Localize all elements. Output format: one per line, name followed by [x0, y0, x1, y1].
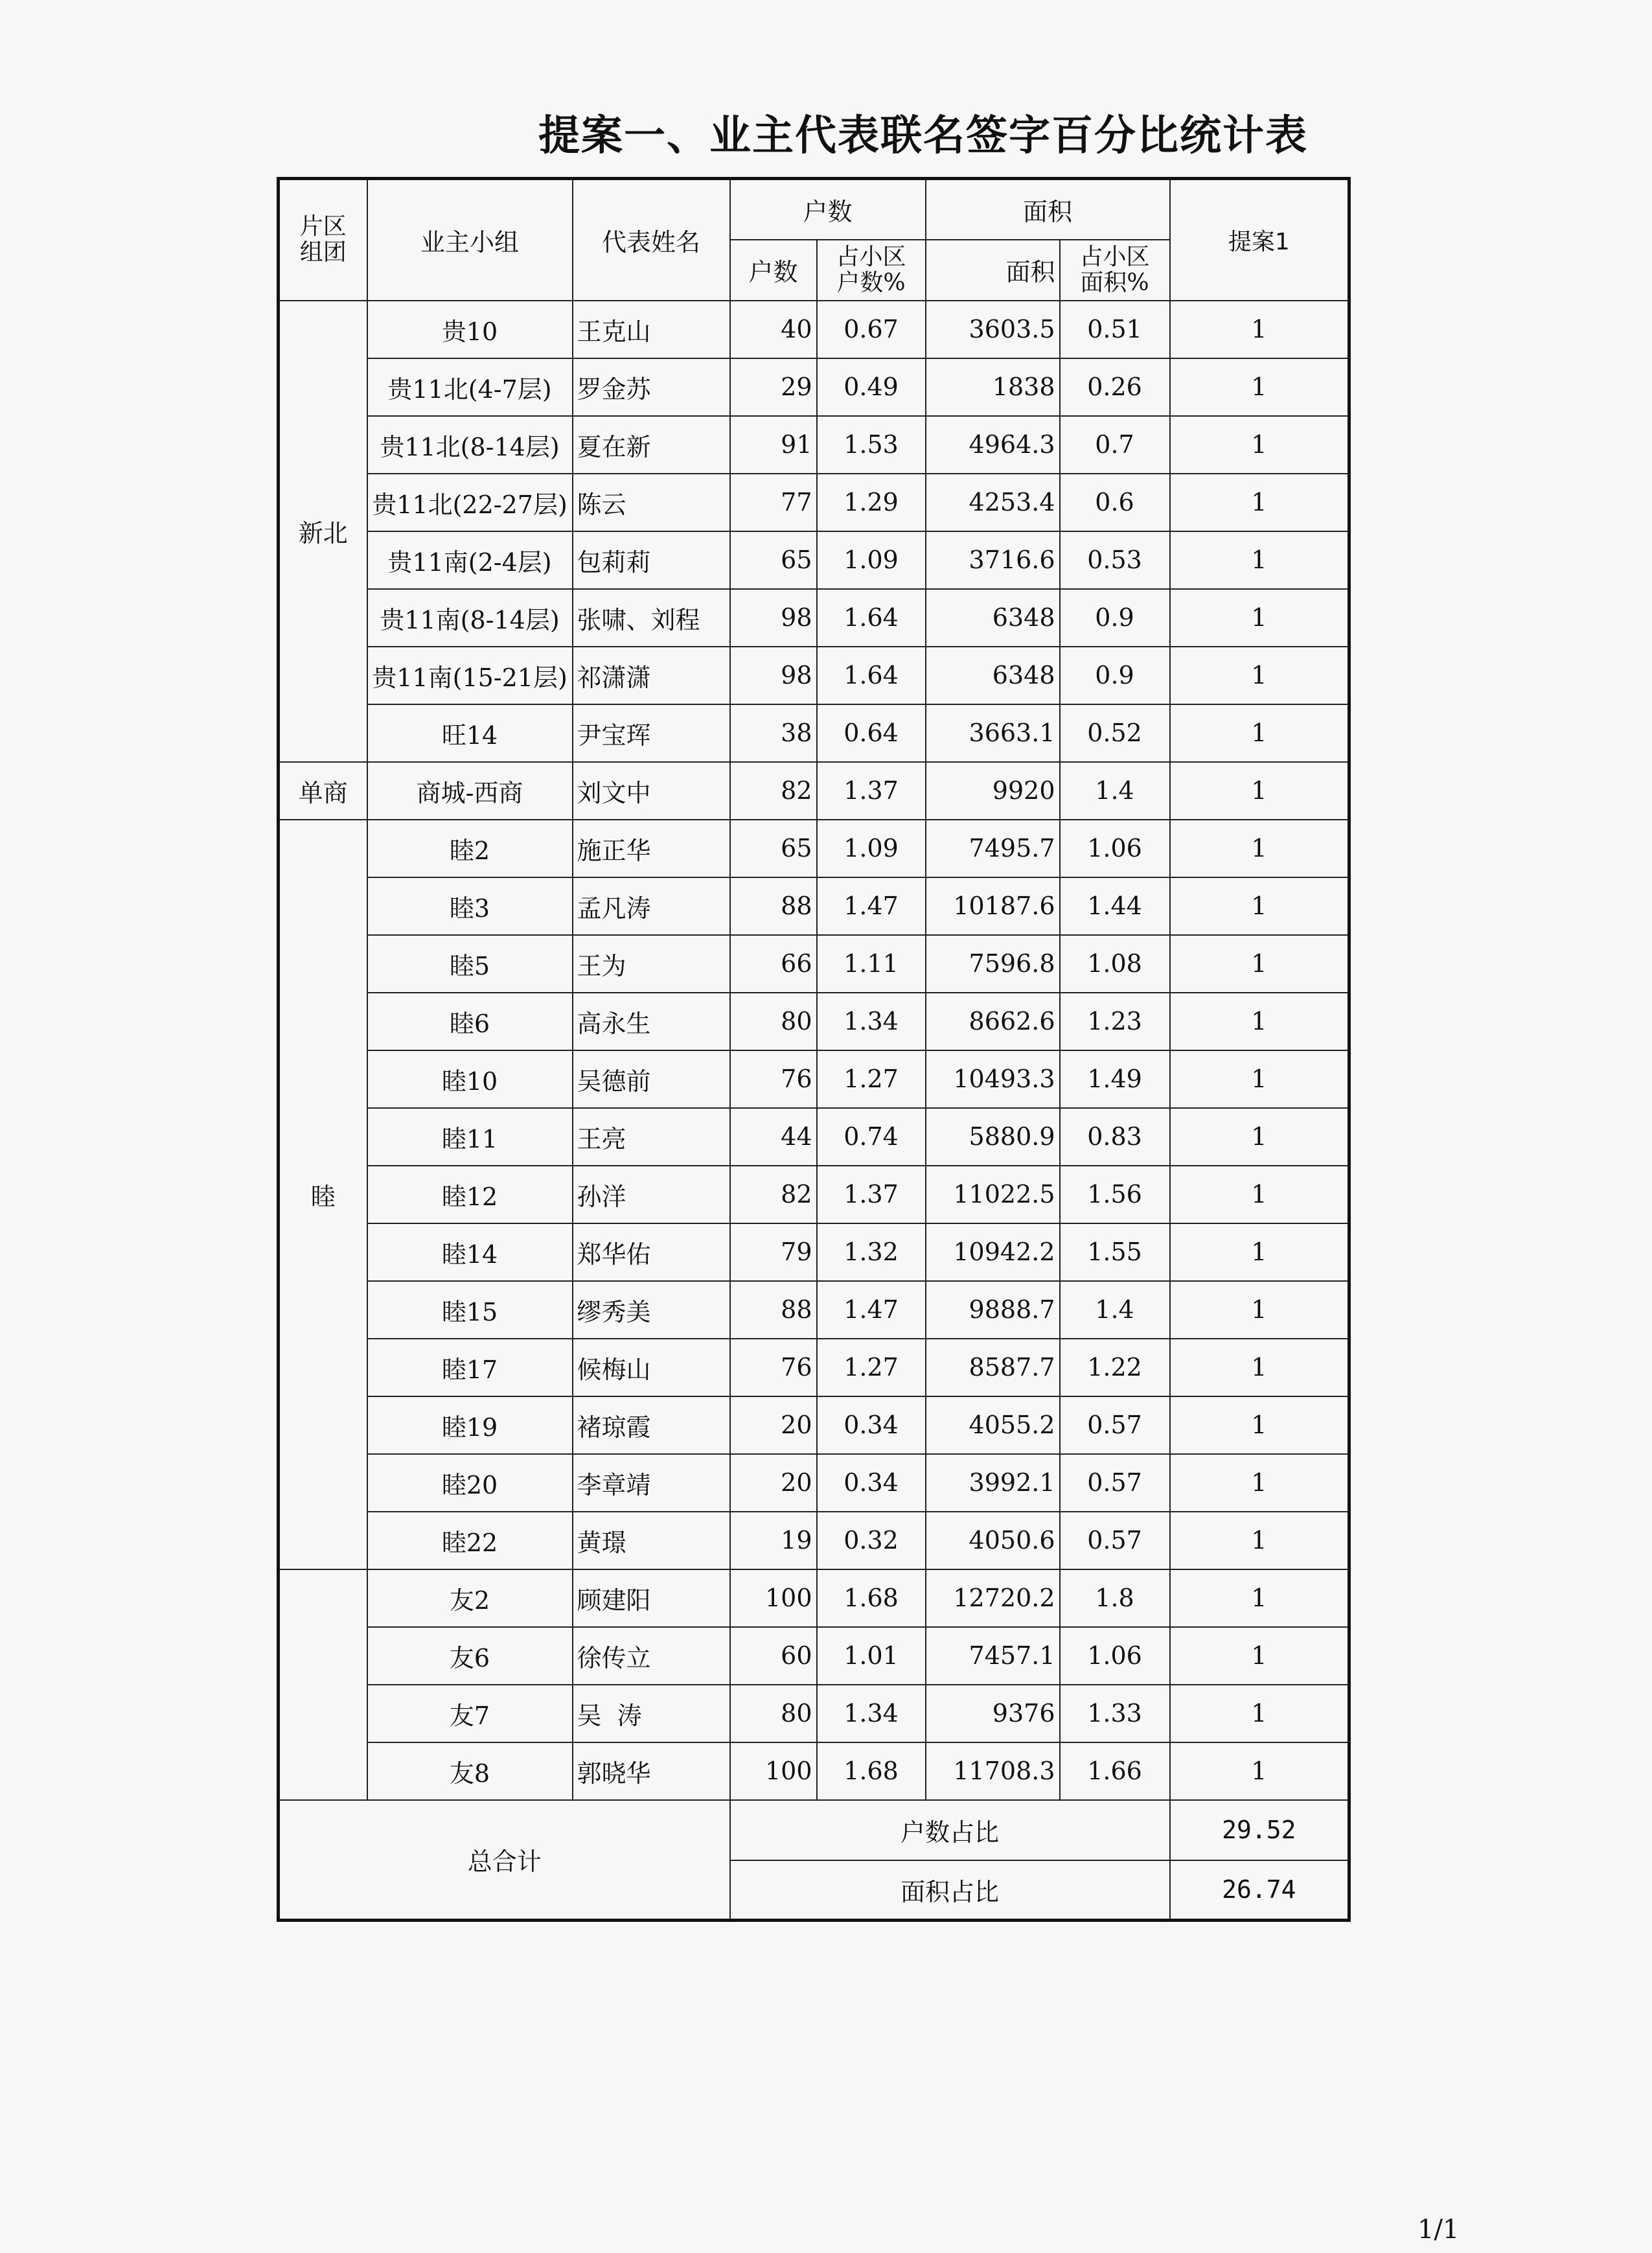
proposal-cell: 1	[1170, 1339, 1349, 1396]
hh-count-cell: 19	[730, 1512, 817, 1569]
area-cell: 3992.1	[926, 1454, 1060, 1512]
group-cell: 睦15	[367, 1281, 573, 1339]
group-cell: 睦11	[367, 1108, 573, 1166]
proposal-cell: 1	[1170, 301, 1349, 358]
area-cell: 7457.1	[926, 1627, 1060, 1685]
proposal-cell: 1	[1170, 1742, 1349, 1800]
area-cell: 11708.3	[926, 1742, 1060, 1800]
proposal-cell: 1	[1170, 1396, 1349, 1454]
table-row	[279, 1454, 1349, 1512]
hh-count-cell: 91	[730, 416, 817, 474]
rep-cell: 缪秀美	[573, 1281, 730, 1339]
rep-cell: 刘文中	[573, 762, 730, 820]
area-pct-cell: 0.57	[1060, 1512, 1170, 1569]
page-number: 1/1	[1417, 2215, 1460, 2245]
area-pct-cell: 0.9	[1060, 589, 1170, 647]
hh-count-cell: 98	[730, 589, 817, 647]
proposal-cell: 1	[1170, 1223, 1349, 1281]
header-area-pct	[1060, 240, 1170, 301]
hh-pct-cell: 1.11	[817, 935, 926, 993]
zone-cell	[279, 1569, 367, 1800]
hh-pct-cell: 1.37	[817, 1166, 926, 1223]
area-cell: 9888.7	[926, 1281, 1060, 1339]
area-cell: 9376	[926, 1685, 1060, 1742]
group-cell: 睦10	[367, 1050, 573, 1108]
hh-pct-cell: 1.34	[817, 1685, 926, 1742]
table-row	[279, 531, 1349, 589]
hh-count-cell: 60	[730, 1627, 817, 1685]
area-cell: 7596.8	[926, 935, 1060, 993]
hh-pct-cell: 1.64	[817, 589, 926, 647]
hh-pct-cell: 1.09	[817, 531, 926, 589]
area-pct-cell: 0.53	[1060, 531, 1170, 589]
zone-cell: 新北	[279, 301, 367, 762]
hh-count-cell: 82	[730, 762, 817, 820]
table-row	[279, 1627, 1349, 1685]
rep-cell: 高永生	[573, 993, 730, 1050]
hh-count-cell: 100	[730, 1742, 817, 1800]
area-pct-cell: 0.6	[1060, 474, 1170, 531]
header-area-pct-label: 占小区 面积%	[1079, 243, 1150, 296]
group-cell: 友7	[367, 1685, 573, 1742]
table-row	[279, 1339, 1349, 1396]
hh-count-cell: 44	[730, 1108, 817, 1166]
hh-count-cell: 77	[730, 474, 817, 531]
group-cell: 睦2	[367, 820, 573, 877]
proposal-cell: 1	[1170, 416, 1349, 474]
header-hh-pct-label: 占小区 户数%	[836, 243, 906, 296]
rep-cell: 包莉莉	[573, 531, 730, 589]
group-cell: 睦3	[367, 877, 573, 935]
rep-cell: 祁潇潇	[573, 647, 730, 704]
header-hh-count: 户数	[730, 240, 817, 301]
area-cell: 8662.6	[926, 993, 1060, 1050]
proposal-cell: 1	[1170, 474, 1349, 531]
area-cell: 4964.3	[926, 416, 1060, 474]
area-cell: 1838	[926, 358, 1060, 416]
table-row	[279, 1685, 1349, 1742]
rep-cell: 郭晓华	[573, 1742, 730, 1800]
table-row	[279, 935, 1349, 993]
table-row	[279, 993, 1349, 1050]
table-row	[279, 704, 1349, 762]
rep-cell: 夏在新	[573, 416, 730, 474]
area-pct-cell: 1.8	[1060, 1569, 1170, 1627]
rep-cell: 顾建阳	[573, 1569, 730, 1627]
table-header	[279, 179, 1349, 301]
total-area-value: 26.74	[1170, 1860, 1349, 1921]
table-footer	[279, 1800, 1349, 1921]
hh-pct-cell: 1.47	[817, 1281, 926, 1339]
header-area: 面积	[926, 179, 1170, 240]
area-pct-cell: 1.66	[1060, 1742, 1170, 1800]
hh-pct-cell: 0.32	[817, 1512, 926, 1569]
header-hh-pct	[817, 240, 926, 301]
area-pct-cell: 1.06	[1060, 1627, 1170, 1685]
table-row	[279, 416, 1349, 474]
area-cell: 3663.1	[926, 704, 1060, 762]
group-cell: 睦20	[367, 1454, 573, 1512]
hh-pct-cell: 1.53	[817, 416, 926, 474]
area-pct-cell: 1.08	[1060, 935, 1170, 993]
proposal-cell: 1	[1170, 935, 1349, 993]
hh-count-cell: 65	[730, 820, 817, 877]
rep-cell: 徐传立	[573, 1627, 730, 1685]
area-cell: 11022.5	[926, 1166, 1060, 1223]
table-row	[279, 301, 1349, 358]
proposal-cell: 1	[1170, 1685, 1349, 1742]
group-cell: 睦22	[367, 1512, 573, 1569]
group-cell: 睦6	[367, 993, 573, 1050]
area-cell: 10942.2	[926, 1223, 1060, 1281]
header-zone	[279, 179, 367, 301]
hh-count-cell: 20	[730, 1454, 817, 1512]
area-cell: 6348	[926, 647, 1060, 704]
hh-count-cell: 20	[730, 1396, 817, 1454]
hh-pct-cell: 1.09	[817, 820, 926, 877]
table-body	[279, 301, 1349, 1800]
proposal-cell: 1	[1170, 877, 1349, 935]
area-cell: 10187.6	[926, 877, 1060, 935]
hh-count-cell: 80	[730, 1685, 817, 1742]
rep-cell: 王亮	[573, 1108, 730, 1166]
hh-pct-cell: 1.47	[817, 877, 926, 935]
proposal-cell: 1	[1170, 1627, 1349, 1685]
hh-count-cell: 76	[730, 1050, 817, 1108]
area-cell: 4253.4	[926, 474, 1060, 531]
hh-pct-cell: 1.32	[817, 1223, 926, 1281]
table-row	[279, 820, 1349, 877]
group-cell: 贵11南(2-4层)	[367, 531, 573, 589]
group-cell: 贵11南(15-21层)	[367, 647, 573, 704]
group-cell: 睦14	[367, 1223, 573, 1281]
area-pct-cell: 1.23	[1060, 993, 1170, 1050]
area-pct-cell: 1.49	[1060, 1050, 1170, 1108]
proposal-cell: 1	[1170, 1454, 1349, 1512]
rep-cell: 孟凡涛	[573, 877, 730, 935]
table-row	[279, 358, 1349, 416]
table-row	[279, 589, 1349, 647]
area-cell: 10493.3	[926, 1050, 1060, 1108]
header-households: 户数	[730, 179, 926, 240]
hh-count-cell: 65	[730, 531, 817, 589]
rep-cell: 王为	[573, 935, 730, 993]
proposal-cell: 1	[1170, 647, 1349, 704]
total-hh-label: 户数占比	[730, 1800, 1170, 1860]
hh-count-cell: 79	[730, 1223, 817, 1281]
area-cell: 6348	[926, 589, 1060, 647]
rep-cell: 张啸、刘程	[573, 589, 730, 647]
header-rep: 代表姓名	[573, 179, 730, 301]
rep-cell: 褚琼霞	[573, 1396, 730, 1454]
proposal-cell: 1	[1170, 1512, 1349, 1569]
group-cell: 贵10	[367, 301, 573, 358]
proposal-cell: 1	[1170, 1108, 1349, 1166]
rep-cell: 罗金苏	[573, 358, 730, 416]
group-cell: 贵11北(22-27层)	[367, 474, 573, 531]
rep-cell: 尹宝珲	[573, 704, 730, 762]
hh-count-cell: 29	[730, 358, 817, 416]
zone-cell: 睦	[279, 820, 367, 1569]
header-zone-label: 片区 组团	[299, 213, 347, 266]
hh-count-cell: 82	[730, 1166, 817, 1223]
proposal-cell: 1	[1170, 704, 1349, 762]
area-pct-cell: 1.06	[1060, 820, 1170, 877]
hh-count-cell: 76	[730, 1339, 817, 1396]
area-cell: 3603.5	[926, 301, 1060, 358]
area-pct-cell: 0.51	[1060, 301, 1170, 358]
proposal-cell: 1	[1170, 1569, 1349, 1627]
rep-cell: 吴 涛	[573, 1685, 730, 1742]
group-cell: 睦17	[367, 1339, 573, 1396]
group-cell: 商城-西商	[367, 762, 573, 820]
group-cell: 贵11南(8-14层)	[367, 589, 573, 647]
rep-cell: 施正华	[573, 820, 730, 877]
area-pct-cell: 1.55	[1060, 1223, 1170, 1281]
proposal-cell: 1	[1170, 762, 1349, 820]
group-cell: 友6	[367, 1627, 573, 1685]
proposal-cell: 1	[1170, 589, 1349, 647]
hh-count-cell: 80	[730, 993, 817, 1050]
table-row	[279, 1050, 1349, 1108]
area-cell: 3716.6	[926, 531, 1060, 589]
hh-pct-cell: 0.49	[817, 358, 926, 416]
area-pct-cell: 0.83	[1060, 1108, 1170, 1166]
table-row	[279, 1108, 1349, 1166]
area-pct-cell: 1.56	[1060, 1166, 1170, 1223]
signature-table	[277, 177, 1351, 1922]
hh-pct-cell: 1.64	[817, 647, 926, 704]
table-row	[279, 877, 1349, 935]
rep-cell: 李章靖	[573, 1454, 730, 1512]
hh-pct-cell: 1.29	[817, 474, 926, 531]
hh-count-cell: 40	[730, 301, 817, 358]
group-cell: 贵11北(8-14层)	[367, 416, 573, 474]
hh-pct-cell: 0.34	[817, 1454, 926, 1512]
hh-pct-cell: 1.68	[817, 1569, 926, 1627]
hh-count-cell: 88	[730, 1281, 817, 1339]
rep-cell: 郑华佑	[573, 1223, 730, 1281]
area-pct-cell: 0.57	[1060, 1396, 1170, 1454]
area-pct-cell: 0.52	[1060, 704, 1170, 762]
hh-pct-cell: 1.27	[817, 1050, 926, 1108]
area-pct-cell: 0.57	[1060, 1454, 1170, 1512]
rep-cell: 候梅山	[573, 1339, 730, 1396]
table-row	[279, 647, 1349, 704]
area-cell: 9920	[926, 762, 1060, 820]
group-cell: 友2	[367, 1569, 573, 1627]
rep-cell: 王克山	[573, 301, 730, 358]
header-group: 业主小组	[367, 179, 573, 301]
area-pct-cell: 1.4	[1060, 762, 1170, 820]
hh-pct-cell: 0.74	[817, 1108, 926, 1166]
table-row	[279, 1512, 1349, 1569]
zone-cell: 单商	[279, 762, 367, 820]
hh-pct-cell: 1.34	[817, 993, 926, 1050]
area-cell: 4055.2	[926, 1396, 1060, 1454]
proposal-cell: 1	[1170, 358, 1349, 416]
proposal-cell: 1	[1170, 820, 1349, 877]
area-cell: 5880.9	[926, 1108, 1060, 1166]
area-cell: 4050.6	[926, 1512, 1060, 1569]
hh-count-cell: 98	[730, 647, 817, 704]
group-cell: 睦5	[367, 935, 573, 993]
page-title: 提案一、业主代表联名签字百分比统计表	[538, 112, 1308, 160]
area-pct-cell: 0.7	[1060, 416, 1170, 474]
total-area-label: 面积占比	[730, 1860, 1170, 1921]
area-cell: 12720.2	[926, 1569, 1060, 1627]
total-hh-value: 29.52	[1170, 1800, 1349, 1860]
proposal-cell: 1	[1170, 1281, 1349, 1339]
group-cell: 贵11北(4-7层)	[367, 358, 573, 416]
area-pct-cell: 1.44	[1060, 877, 1170, 935]
hh-pct-cell: 0.64	[817, 704, 926, 762]
proposal-cell: 1	[1170, 1050, 1349, 1108]
table-row	[279, 1396, 1349, 1454]
rep-cell: 陈云	[573, 474, 730, 531]
hh-pct-cell: 0.67	[817, 301, 926, 358]
group-cell: 旺14	[367, 704, 573, 762]
area-pct-cell: 1.4	[1060, 1281, 1170, 1339]
hh-pct-cell: 1.68	[817, 1742, 926, 1800]
hh-pct-cell: 1.37	[817, 762, 926, 820]
hh-count-cell: 38	[730, 704, 817, 762]
group-cell: 睦19	[367, 1396, 573, 1454]
table-row	[279, 1223, 1349, 1281]
table-row	[279, 1166, 1349, 1223]
table-row	[279, 474, 1349, 531]
table-row	[279, 1569, 1349, 1627]
area-pct-cell: 0.26	[1060, 358, 1170, 416]
proposal-cell: 1	[1170, 1166, 1349, 1223]
table-row	[279, 1281, 1349, 1339]
group-cell: 友8	[367, 1742, 573, 1800]
area-pct-cell: 1.22	[1060, 1339, 1170, 1396]
area-pct-cell: 1.33	[1060, 1685, 1170, 1742]
header-proposal: 提案1	[1170, 179, 1349, 301]
table-row	[279, 762, 1349, 820]
proposal-cell: 1	[1170, 531, 1349, 589]
hh-pct-cell: 1.27	[817, 1339, 926, 1396]
hh-pct-cell: 1.01	[817, 1627, 926, 1685]
hh-count-cell: 88	[730, 877, 817, 935]
table-row	[279, 1742, 1349, 1800]
proposal-cell: 1	[1170, 993, 1349, 1050]
group-cell: 睦12	[367, 1166, 573, 1223]
rep-cell: 吴德前	[573, 1050, 730, 1108]
rep-cell: 孙洋	[573, 1166, 730, 1223]
area-cell: 8587.7	[926, 1339, 1060, 1396]
area-cell: 7495.7	[926, 820, 1060, 877]
hh-pct-cell: 0.34	[817, 1396, 926, 1454]
total-label: 总合计	[279, 1800, 730, 1921]
header-area-val: 面积	[926, 240, 1060, 301]
hh-count-cell: 66	[730, 935, 817, 993]
area-pct-cell: 0.9	[1060, 647, 1170, 704]
hh-count-cell: 100	[730, 1569, 817, 1627]
rep-cell: 黄璟	[573, 1512, 730, 1569]
